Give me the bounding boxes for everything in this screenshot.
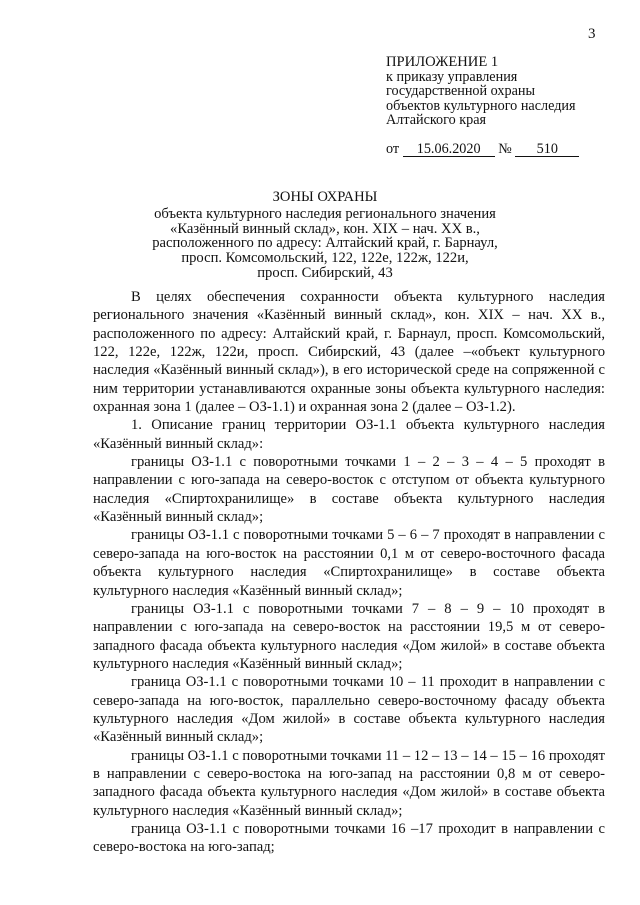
- paragraph: границы ОЗ-1.1 с поворотными точками 5 – 6 – 7 проходят в направлении с северо-запада на юго-восток на расстоянии 0,1 м от северо-восточного фасада объекта культурного наследия «Спиртохранилище» в составе объекта культурного наследия «Казённый винный склад»;: [93, 527, 605, 599]
- appendix-line: объектов культурного наследия: [386, 97, 576, 114]
- paragraph: граница ОЗ-1.1 с поворотными точками 10 – 11 проходит в направлении с северо-запада на юго-восток, параллельно северо-восточному фасаду объекта культурного наследия «Дом жилой» в составе объекта культурного наследия «Казённый винный склад»;: [93, 674, 605, 746]
- paragraph: 1. Описание границ территории ОЗ-1.1 объекта культурного наследия «Казённый винный склад»:: [93, 417, 605, 452]
- paragraph: В целях обеспечения сохранности объекта культурного наследия регионального значения «Казённый винный склад», кон. XIX – нач. XX в., расположенного по адресу: Алтайский край, г. Барнаул, просп. Комсомольский, 122, 122е, 122ж, 122и, просп. Сибирский, 43 (далее –«объект культурного наследия «Казённый винный склад»), в его исторической среде на сопряженной с ним территории устанавливаются охранные зоны объекта культурного наследия: охранная зона 1 (далее – ОЗ-1.1) и охранная зона 2 (далее – ОЗ-1.2).: [93, 289, 605, 416]
- appendix-line: государственной охраны: [386, 83, 536, 100]
- heading-line: объекта культурного наследия регионального значения: [154, 205, 496, 222]
- order-number: 510: [515, 142, 579, 157]
- heading-block: [130, 190, 520, 281]
- page-number: 3: [588, 26, 596, 42]
- appendix-block: [386, 55, 626, 157]
- order-date-number: [386, 142, 626, 157]
- body-text: [93, 288, 605, 857]
- paragraph: границы ОЗ-1.1 с поворотными точками 7 – 8 – 9 – 10 проходят в направлении с юго-запада на северо-восток на расстоянии 19,5 м от северо-западного фасада объекта культурного наследия «Дом жилой» в составе объекта культурного наследия «Казённый винный склад»;: [93, 600, 605, 672]
- document-title: ЗОНЫ ОХРАНЫ: [272, 189, 378, 205]
- paragraph: граница ОЗ-1.1 с поворотными точками 16 –17 проходит в направлении с северо-востока на юго-запад;: [93, 820, 605, 856]
- heading-line: просп. Комсомольский, 122, 122е, 122ж, 122и,: [181, 250, 469, 267]
- appendix-title: ПРИЛОЖЕНИЕ 1: [386, 54, 499, 70]
- paragraph: границы ОЗ-1.1 с поворотными точками 1 – 2 – 3 – 4 – 5 проходят в направлении с юго-запада на северо-восток с отступом от объекта культурного наследия «Спиртохранилище» в составе объекта культурного наследия «Казённый винный склад»;: [93, 454, 605, 526]
- number-label: №: [498, 140, 512, 157]
- heading-line: «Казённый винный склад», кон. XIX – нач. XX в.,: [170, 220, 480, 237]
- order-date: 15.06.2020: [403, 142, 495, 157]
- heading-line: просп. Сибирский, 43: [257, 264, 393, 281]
- appendix-line: к приказу управления: [386, 68, 518, 85]
- appendix-line: Алтайского края: [386, 112, 487, 129]
- paragraph: границы ОЗ-1.1 с поворотными точками 11 – 12 – 13 – 14 – 15 – 16 проходят в направлении с северо-востока на юго-запад на расстоянии 0,8 м от северо-западного фасада объекта культурного наследия «Дом жилой» в составе объекта культурного наследия «Казённый винный склад»;: [93, 747, 605, 819]
- heading-line: расположенного по адресу: Алтайский край, г. Барнаул,: [152, 235, 498, 252]
- from-label: от: [386, 140, 400, 157]
